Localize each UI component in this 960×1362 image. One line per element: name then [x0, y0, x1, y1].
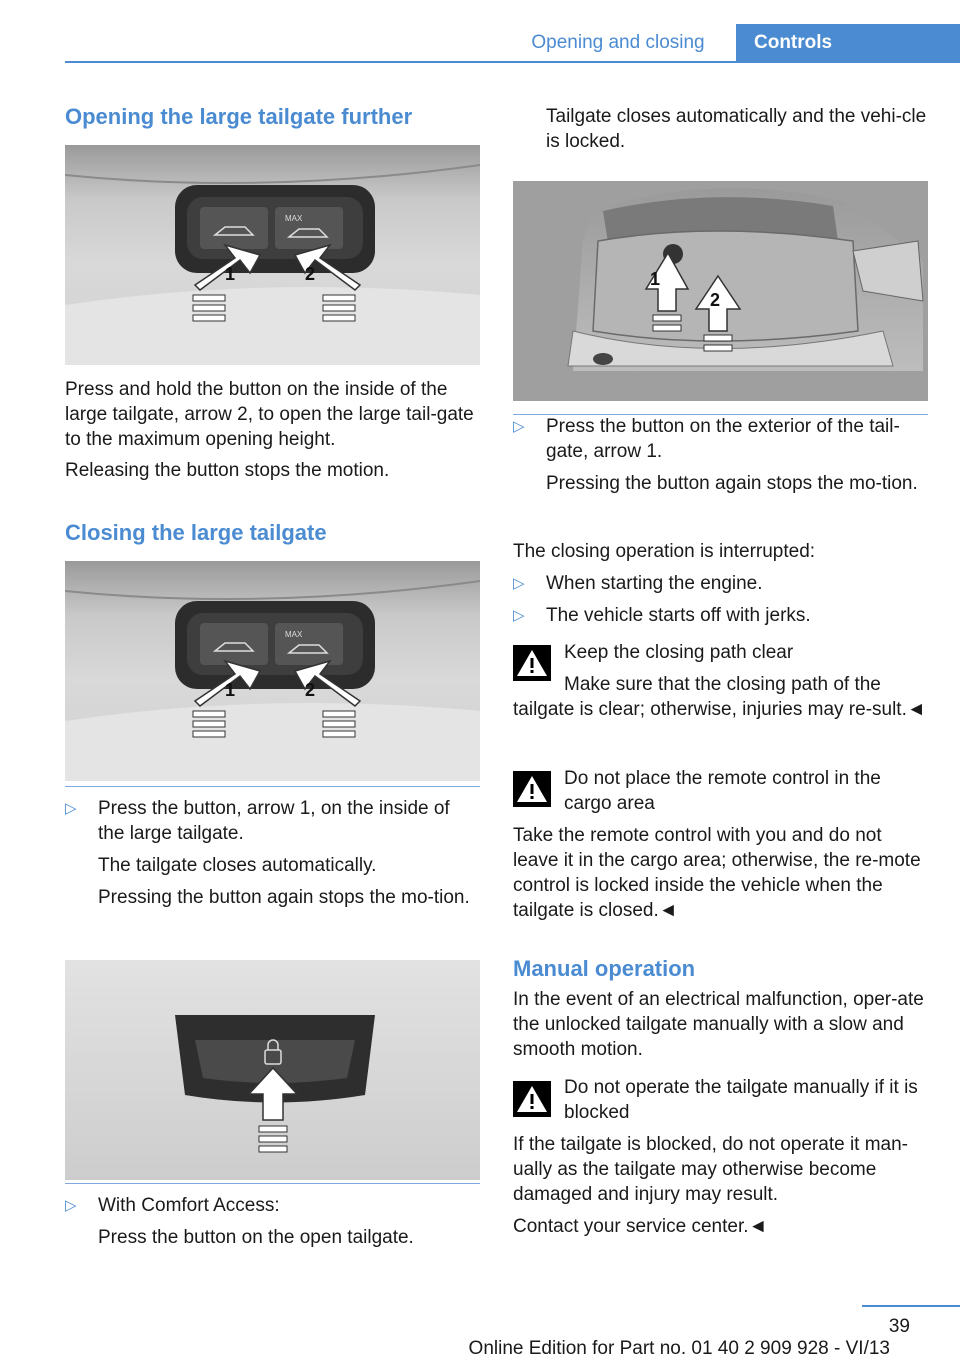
bullet-text: Pressing the button again stops the mo-tion. [546, 473, 918, 494]
arrow-label-2b: 2 [305, 680, 316, 700]
heading-opening-further: Opening the large tailgate further [65, 104, 413, 129]
warning-body-remote-control: Take the remote control with you and do not leave it in the cargo area; otherwise, the re-mote control is locked inside the vehicle when the tailgate is closed.◄ [513, 825, 921, 921]
bullet-triangle-icon: ▷ [513, 418, 525, 435]
list-item-press-arrow1 [65, 796, 480, 936]
warning-body-closing-path: Make sure that the closing path of the tailgate is clear; otherwise, injuries may re-sult.◄ [513, 674, 926, 720]
image-exterior-lock-button [65, 960, 480, 1180]
warning-triangle-icon [513, 1081, 551, 1117]
bullet-triangle-icon: ▷ [513, 607, 525, 624]
para-manual: In the event of an electrical malfunction, oper-ate the unlocked tailgate manually with a slow and smooth motion. [513, 989, 924, 1060]
heading-closing: Closing the large tailgate [65, 520, 327, 545]
para-press-hold: Press and hold the button on the inside of the large tailgate, arrow 2, to open the large tail-gate to the maximum opening height. [65, 379, 474, 450]
bullet-text: Pressing the button again stops the mo-tion. [98, 887, 470, 908]
bullet-triangle-icon: ▷ [513, 575, 525, 592]
bullet-text: When starting the engine. [546, 573, 763, 594]
separator [65, 1183, 480, 1184]
bullet-triangle-icon: ▷ [65, 1197, 77, 1214]
header-section-label: Opening and closing [531, 32, 705, 53]
bullet-text: Press the button on the exterior of the tail-gate, arrow 1. [546, 416, 900, 462]
max-label-2: MAX [285, 630, 303, 639]
para-contact: Contact your service center.◄ [513, 1216, 768, 1237]
list-item-press-exterior [513, 414, 928, 524]
arrow-label-1a: 1 [225, 264, 236, 284]
image-interior-buttons-1 [65, 145, 480, 365]
image-interior-buttons-2 [65, 561, 480, 781]
warning-title-closing-path: Keep the closing path clear [564, 642, 794, 663]
bullet-text: With Comfort Access: [98, 1195, 280, 1216]
list-item-starts-jerks [513, 603, 928, 628]
warning-title-blocked: Do not operate the tailgate manually if it is blocked [564, 1077, 918, 1123]
heading-manual-operation: Manual operation [513, 956, 696, 981]
max-label-1: MAX [285, 214, 303, 223]
bullet-triangle-icon: ▷ [65, 800, 77, 817]
list-item-starting-engine [513, 571, 928, 596]
warning-title-remote-control: Do not place the remote control in the cargo area [564, 768, 881, 814]
list-item-comfort-access [65, 1193, 480, 1253]
para-tailgate-closes: Tailgate closes automatically and the vehi-cle is locked. [546, 106, 927, 152]
arrow-label-1b: 1 [225, 680, 236, 700]
header-tab-controls: Controls [736, 24, 960, 63]
arrow-label-2c: 2 [710, 290, 721, 310]
bullet-text: Press the button, arrow 1, on the inside of the large tailgate. [98, 798, 450, 844]
warning-triangle-icon [513, 771, 551, 807]
page-number: 39 [888, 1316, 910, 1337]
warning-body-blocked: If the tailgate is blocked, do not operate it man-ually as the tailgate may otherwise become damaged and injury may result. [513, 1134, 909, 1205]
bullet-text: The vehicle starts off with jerks. [546, 605, 811, 626]
para-interrupted: The closing operation is interrupted: [513, 541, 816, 562]
bullet-text: The tailgate closes automatically. [98, 855, 377, 876]
image-vehicle-rear [513, 181, 928, 401]
footer-rule [862, 1305, 960, 1307]
para-releasing: Releasing the button stops the motion. [65, 460, 390, 481]
arrow-label-2a: 2 [305, 264, 316, 284]
bullet-text: Press the button on the open tailgate. [98, 1227, 414, 1248]
arrow-label-1c: 1 [650, 269, 661, 289]
footer-edition: Online Edition for Part no. 01 40 2 909 928 - VI/13 [468, 1338, 890, 1359]
separator [65, 786, 480, 787]
